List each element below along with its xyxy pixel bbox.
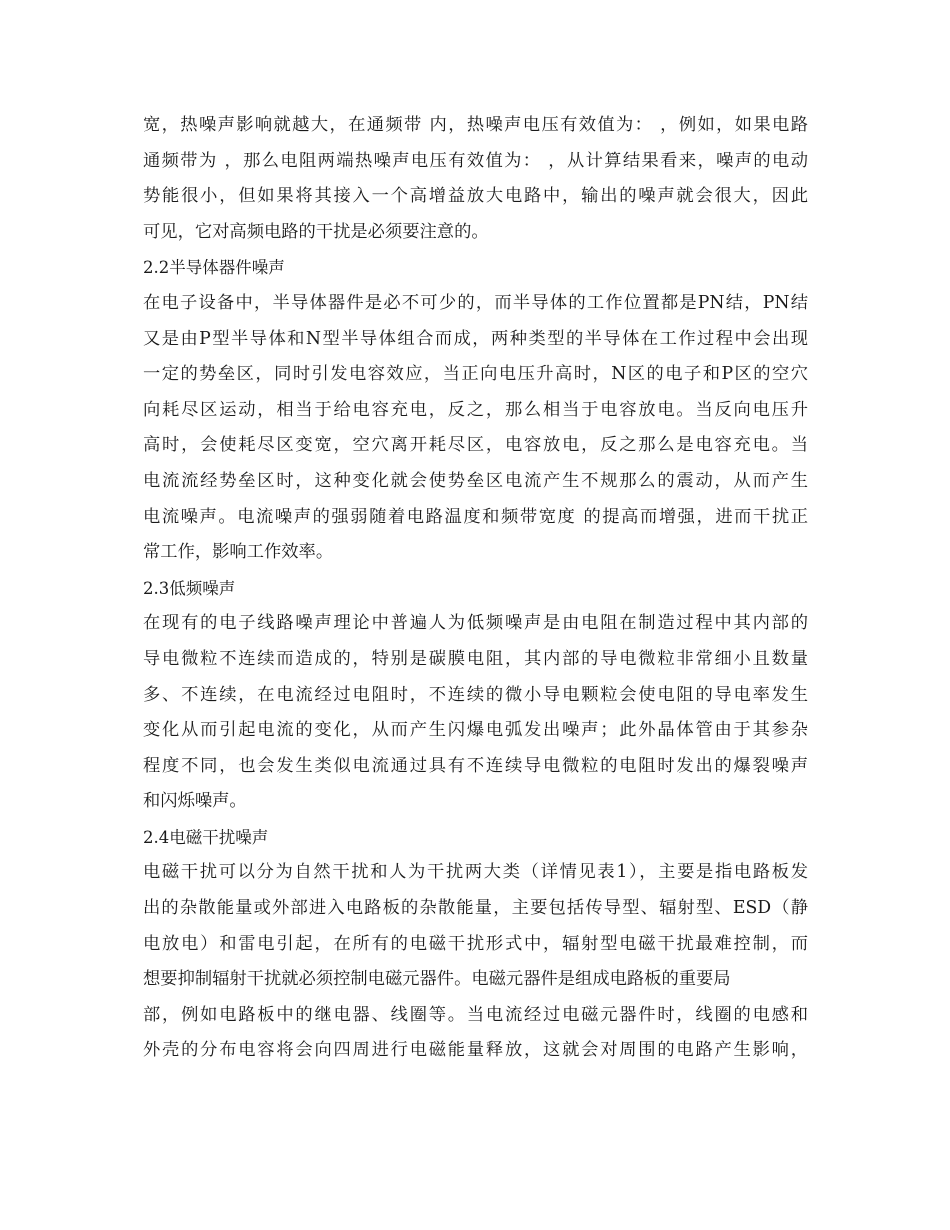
text-line: 高时，会使耗尽区变宽，空穴离开耗尽区，电容放电，反之那么是电容充电。当 xyxy=(143,435,808,456)
paragraph-emi-noise xyxy=(143,855,808,1069)
text-line: 一定的势垒区，同时引发电容效应，当正向电压升高时，N区的电子和P区的空穴 xyxy=(143,364,808,385)
text-line: 又是由P型半导体和N型半导体组合而成，两种类型的半导体在工作过程中会出现 xyxy=(143,328,808,349)
text-line: 在现有的电子线路噪声理论中普遍人为低频噪声是由电阻在制造过程中其内部的 xyxy=(143,613,808,634)
text-line: 电流流经势垒区时，这种变化就会使势垒区电流产生不规那么的震动，从而产生 xyxy=(143,470,808,491)
text-line: 电放电）和雷电引起，在所有的电磁干扰形式中，辐射型电磁干扰最难控制，而 xyxy=(143,933,808,954)
paragraph-thermal-noise xyxy=(143,108,808,250)
text-line: 程度不同，也会发生类似电流通过具有不连续导电微粒的电阻时发出的爆裂噪声 xyxy=(143,755,808,776)
text-line: 向耗尽区运动，相当于给电容充电，反之，那么相当于电容放电。当反向电压升 xyxy=(143,399,808,420)
text-line: 外壳的分布电容将会向四周进行电磁能量释放，这就会对周围的电路产生影响， xyxy=(143,1040,808,1061)
text-line: 可见，它对高频电路的干扰是必须要注意的。 xyxy=(143,221,489,242)
text-line: 导电微粒不连续而造成的，特别是碳膜电阻，其内部的导电微粒非常细小且数量 xyxy=(143,648,808,669)
text-line: 宽，热噪声影响就越大，在通频带 内，热噪声电压有效值为： ，例如，如果电路 xyxy=(143,115,808,135)
text-line: 部，例如电路板中的继电器、线圈等。当电流经过电磁元器件时，线圈的电感和 xyxy=(143,1004,808,1025)
section-heading-2-2: 2.2半导体器件噪声 xyxy=(143,258,285,278)
text-line: 想要抑制辐射干扰就必须控制电磁元器件。电磁元器件是组成电路板的重要局 xyxy=(143,969,731,990)
text-line: 出的杂散能量或外部进入电路板的杂散能量，主要包括传导型、辐射型、ESD（静 xyxy=(143,898,808,919)
text-line: 多、不连续，在电流经过电阻时，不连续的微小导电颗粒会使电阻的导电率发生 xyxy=(143,684,808,705)
section-heading-2-3: 2.3低频噪声 xyxy=(143,578,236,598)
document-body xyxy=(143,108,808,1069)
text-line: 通频带为 ，那么电阻两端热噪声电压有效值为： ，从计算结果看来，噪声的电动 xyxy=(143,150,808,171)
text-line: 电磁干扰可以分为自然干扰和人为干扰两大类（详情见表1），主要是指电路板发 xyxy=(143,862,808,883)
paragraph-semiconductor-noise xyxy=(143,286,808,571)
paragraph-low-frequency-noise xyxy=(143,606,808,820)
text-line: 变化从而引起电流的变化，从而产生闪爆电弧发出噪声；此外晶体管由于其参杂 xyxy=(143,720,808,741)
section-heading-2-4: 2.4电磁干扰噪声 xyxy=(143,827,269,847)
text-line: 在电子设备中，半导体器件是必不可少的，而半导体的工作位置都是PN结，PN结 xyxy=(143,292,808,313)
text-line: 常工作，影响工作效率。 xyxy=(143,542,334,563)
text-line: 势能很小，但如果将其接入一个高增益放大电路中，输出的噪声就会很大，因此 xyxy=(143,186,808,207)
text-line: 电流噪声。电流噪声的强弱随着电路温度和频带宽度 的提高而增强，进而干扰正 xyxy=(143,506,808,527)
text-line: 和闪烁噪声。 xyxy=(143,791,247,812)
